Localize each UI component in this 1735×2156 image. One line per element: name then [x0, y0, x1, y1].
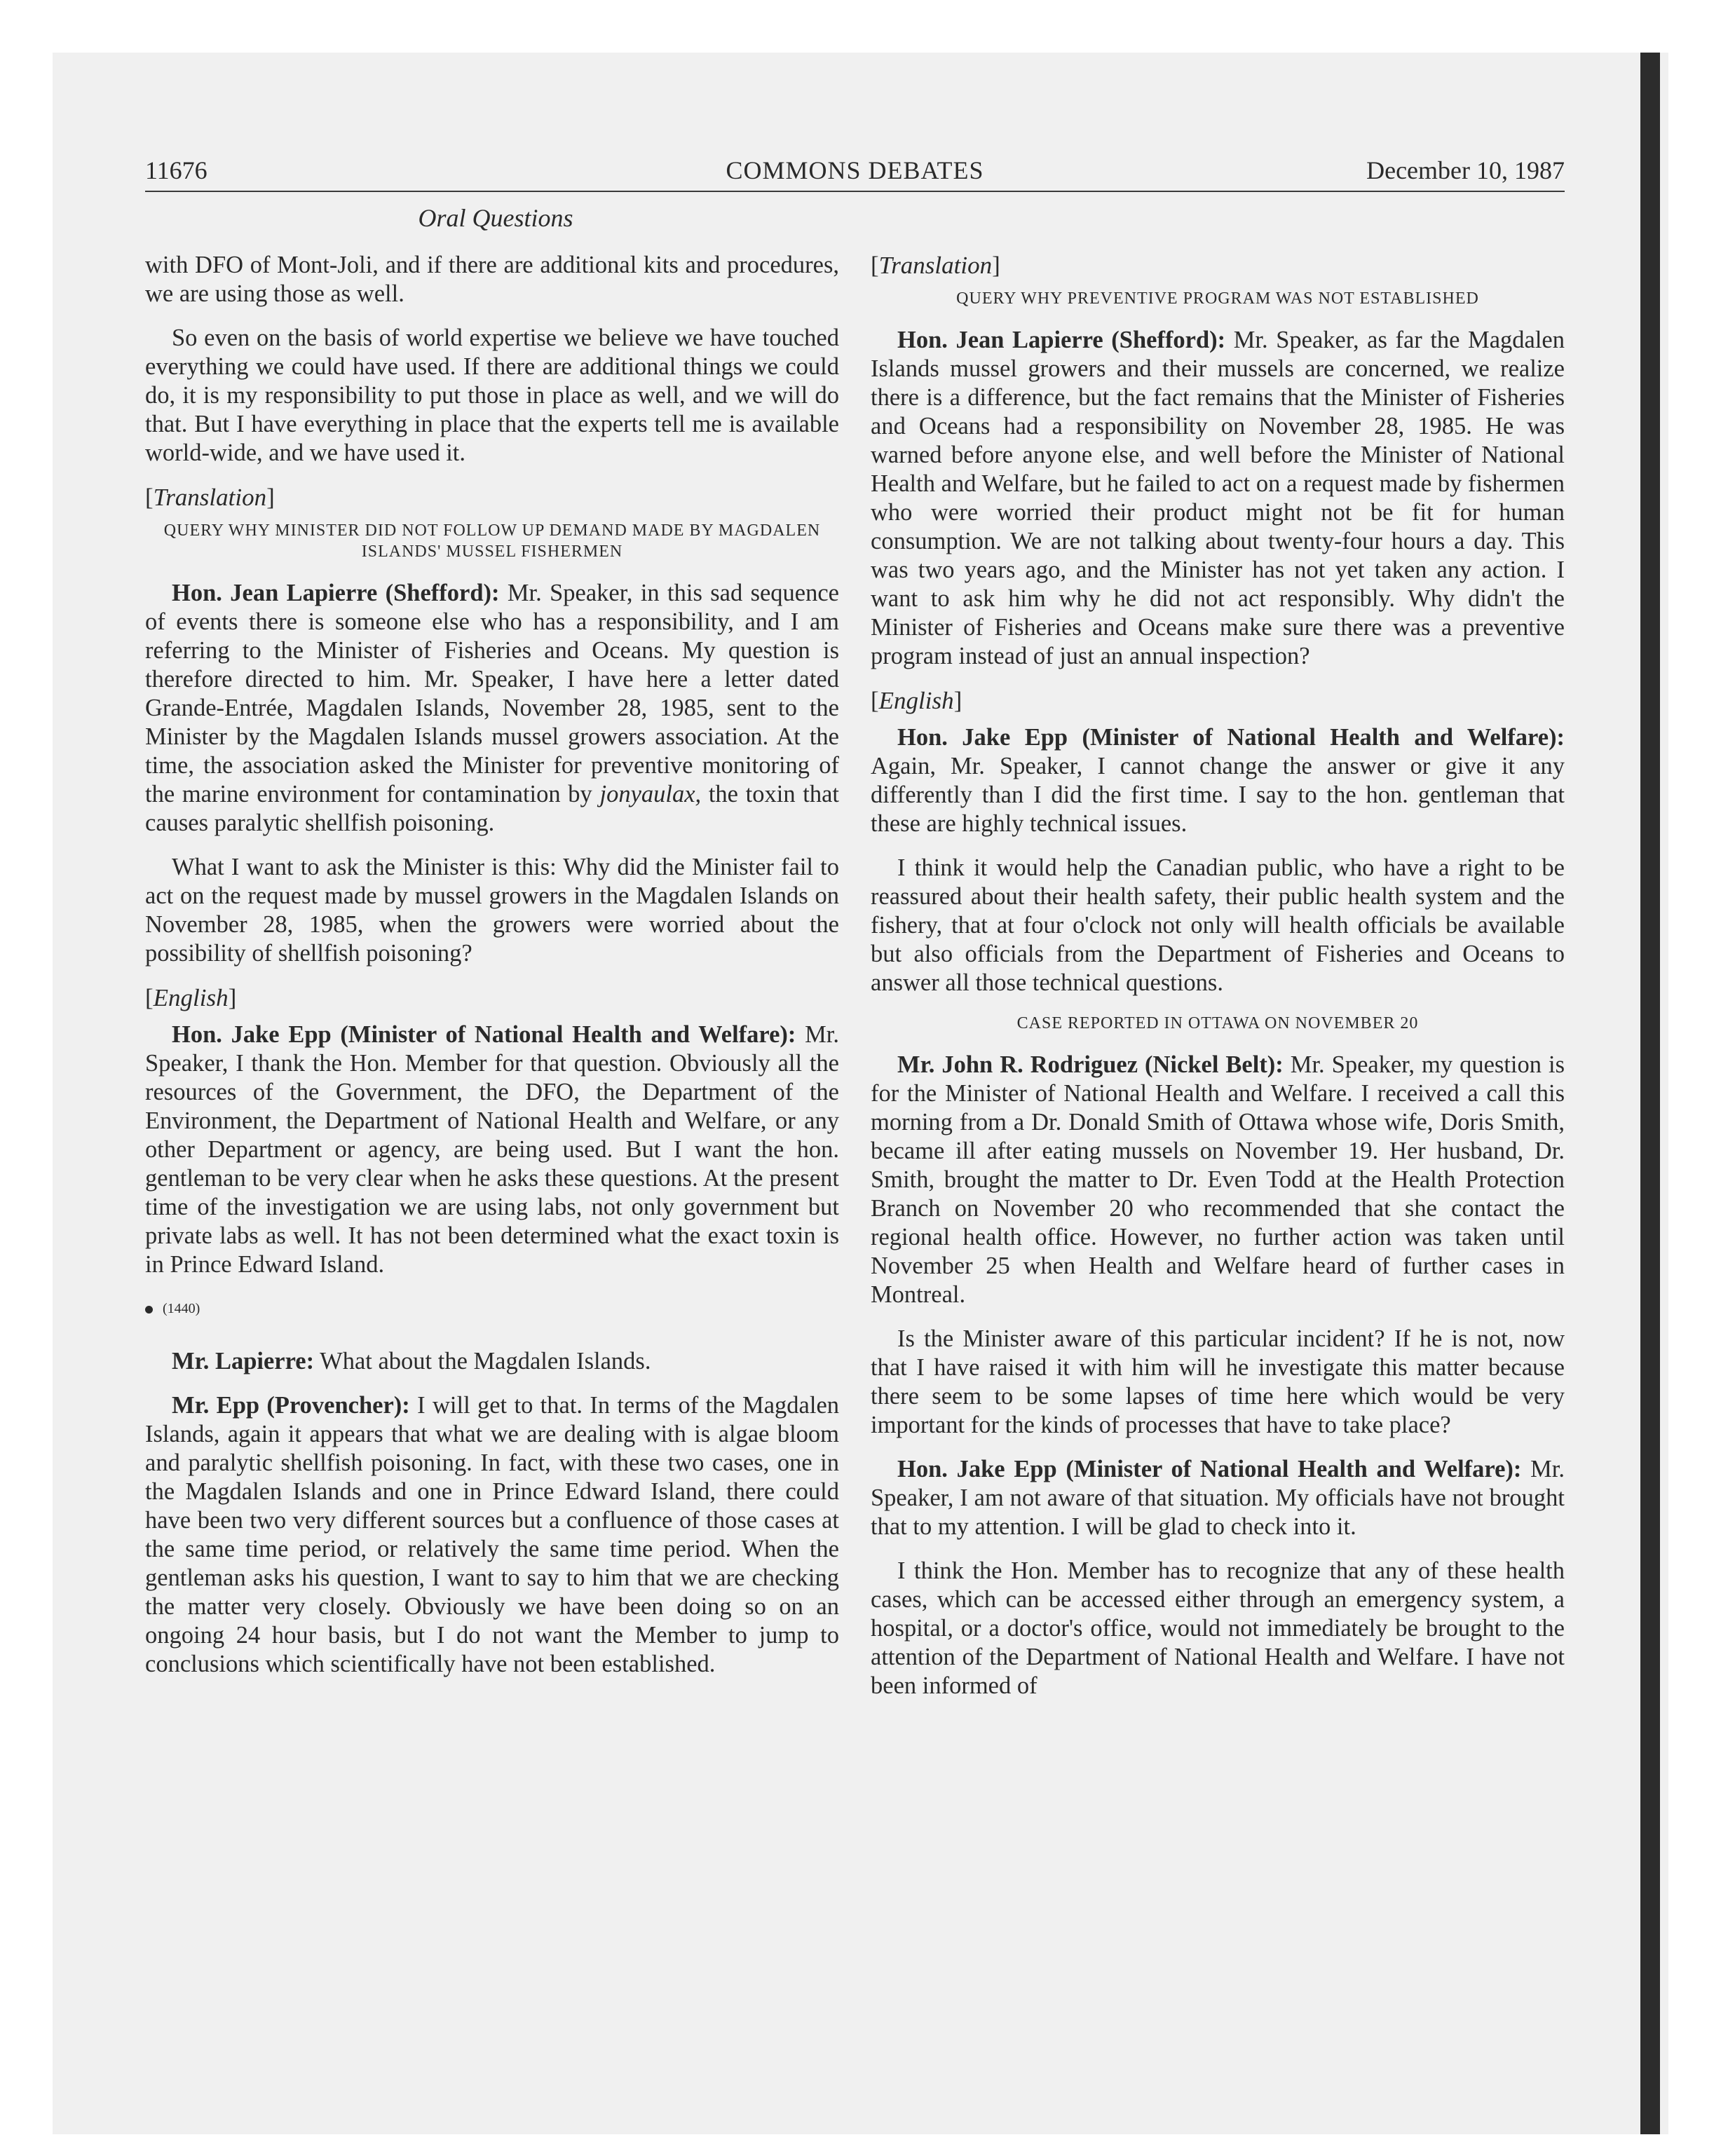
- section-title: Oral Questions: [418, 204, 573, 232]
- speech: [145, 579, 839, 838]
- speech-text: Again, Mr. Speaker, I cannot change the answer or give it any differently than I did the first time. I say to the hon. gentleman that these are highly technical issues.: [871, 753, 1565, 837]
- language-marker-text: Translation: [878, 252, 993, 279]
- paragraph: I think the Hon. Member has to recognize that any of these health cases, which can be accessed either through an emergency system, a hospital, or a doctor's office, would not immediately be brought to the attention of the Department of National Health and Welfare. I have not been informed of: [871, 1557, 1565, 1699]
- paragraph: What I want to ask the Minister is this: Why did the Minister fail to act on the request made by mussel growers in the Magdalen Islands on November 28, 1985, when the growers were worried about the possibility of shellfish poisoning?: [145, 854, 839, 967]
- publication-date: December 10, 1987: [1366, 156, 1565, 184]
- speech: [145, 1347, 839, 1376]
- language-marker-text: Translation: [153, 484, 267, 511]
- language-marker: [Translation]: [871, 252, 1000, 279]
- timestamp-text: (1440): [163, 1301, 200, 1316]
- speech-text: Mr. Speaker, I am not aware of that situation. My officials have not brought that to my attention. I will be glad to check into it.: [871, 1456, 1565, 1540]
- bullet-icon: [145, 1306, 153, 1314]
- speaker-name: Hon. Jake Epp (Minister of National Health and Welfare):: [897, 1456, 1522, 1482]
- subheading: QUERY WHY PREVENTIVE PROGRAM WAS NOT ESTABLISHED: [956, 289, 1479, 308]
- speaker-name: Mr. Lapierre:: [172, 1348, 315, 1374]
- speech-text: Mr. Speaker, I thank the Hon. Member for that question. Obviously all the resources of the Government, the DFO, the Department of the Environment, the Department of National Health and Welfare, or any other Department or agency, are being used. But I want the hon. gentleman to be very clear when he asks these questions. At the present time of the investigation we are using labs, not only government but private labs as well. It has not been determined what the exact toxin is in Prince Edward Island.: [145, 1021, 840, 1278]
- publication-title: COMMONS DEBATES: [726, 156, 984, 184]
- speech-italic-term: jonyaulax,: [599, 781, 702, 807]
- speech-text: the toxin that causes paralytic shellfish poisoning.: [145, 781, 840, 836]
- speech-text: Mr. Speaker, my question is for the Minister of National Health and Welfare. I received a call this morning from a Dr. Donald Smith of Ottawa whose wife, Doris Smith, became ill after eating mussels on November 19. Her husband, Dr. Smith, brought the matter to Dr. Even Todd at the Health Protection Branch on November 20 who recommended that she contact the regional health office. However, no further action was taken until November 25 when Health and Welfare heard of further cases in Montreal.: [871, 1051, 1565, 1308]
- speaker-name: Mr. Epp (Provencher):: [172, 1392, 410, 1419]
- speech-text: I will get to that. In terms of the Magdalen Islands, again it appears that what we are dealing with is algae bloom and paralytic shellfish poisoning. In fact, with these two cases, one in the Magdalen Islands and one in Prince Edward Island, there could have been two very different sources but a confluence of those cases at the same time period, or relatively the same time period. When the gentleman asks his question, I want to say to him that we are checking the matter very closely. Obviously we have been doing so on an ongoing 24 hour basis, but I do not want the Member to jump to conclusions which scientifically have not been established.: [145, 1392, 840, 1677]
- speaker-name: Mr. John R. Rodriguez (Nickel Belt):: [897, 1051, 1284, 1078]
- language-marker-text: English: [878, 687, 954, 714]
- speaker-name: Hon. Jean Lapierre (Shefford):: [897, 327, 1226, 353]
- language-marker-text: English: [153, 984, 229, 1011]
- speaker-name: Hon. Jake Epp (Minister of National Health and Welfare):: [172, 1021, 796, 1048]
- speech: [871, 1455, 1565, 1541]
- scan-edge-bar: [1640, 53, 1660, 2134]
- paragraph: So even on the basis of world expertise we believe we have touched everything we could have used. If there are additional things we could do, it is my responsibility to put those in place as well, and we will do that. But I have everything in place that the experts tell me is available world-wide, and we have used it.: [145, 325, 839, 466]
- language-marker: [English]: [145, 984, 237, 1011]
- subheading: QUERY WHY MINISTER DID NOT FOLLOW UP DEMAND MADE BY MAGDALEN ISLANDS' MUSSEL FISHERMEN: [163, 521, 821, 561]
- language-marker: [Translation]: [145, 484, 275, 511]
- right-column: [871, 251, 1565, 1716]
- paragraph: I think it would help the Canadian public, who have a right to be reassured about their health safety, their public health system and the fishery, that at four o'clock not only will health officials be available but also officials from the Department of Fisheries and Oceans to answer all those technical questions.: [871, 854, 1565, 996]
- page-number: 11676: [145, 156, 207, 184]
- speaker-name: Hon. Jean Lapierre (Shefford):: [172, 580, 500, 606]
- speech: [145, 1391, 839, 1679]
- speech: [145, 1021, 839, 1279]
- paragraph: Is the Minister aware of this particular incident? If he is not, now that I have raised it with him will he investigate this matter because there seem to be some lapses of time here which would be very important for the kinds of processes that have to take place?: [871, 1325, 1565, 1438]
- timestamp: [145, 1295, 839, 1323]
- speech-text: Mr. Speaker, as far the Magdalen Islands mussel growers and their mussels are concerned, we realize there is a difference, but the fact remains that the Minister of Fisheries and Oceans had a responsibility on November 28, 1985. He was warned before anyone else, and well before the Minister of National Health and Welfare, but he failed to act on a request made by fishermen who were worried their product might not be fit for human consumption. We are not talking about twenty-four hours a day. This was two years ago, and the Minister has not yet taken any action. I want to ask him why he did not act responsibly. Why didn't the Minister of Fisheries and Oceans make sure there was a preventive program instead of just an annual inspection?: [871, 327, 1565, 669]
- speech: [871, 1051, 1565, 1309]
- speech-text: What about the Magdalen Islands.: [320, 1348, 651, 1374]
- speech-text: Mr. Speaker, in this sad sequence of events there is someone else who has a responsibility, and I am referring to the Minister of Fisheries and Oceans. My question is therefore directed to him. Mr. Speaker, I have here a letter dated Grande-Entrée, Magdalen Islands, November 28, 1985, sent to the Minister by the Magdalen Islands mussel growers association. At the time, the association asked the Minister for preventive monitoring of the marine environment for contamination by: [145, 580, 839, 807]
- speech: [871, 326, 1565, 671]
- language-marker: [English]: [871, 687, 962, 714]
- speech: [871, 723, 1565, 838]
- paragraph: with DFO of Mont-Joli, and if there are additional kits and procedures, we are using those as well.: [145, 252, 839, 307]
- page-header: [145, 156, 1565, 192]
- left-column: [145, 251, 839, 1694]
- subheading: CASE REPORTED IN OTTAWA ON NOVEMBER 20: [1016, 1014, 1419, 1032]
- speaker-name: Hon. Jake Epp (Minister of National Health and Welfare):: [897, 724, 1565, 751]
